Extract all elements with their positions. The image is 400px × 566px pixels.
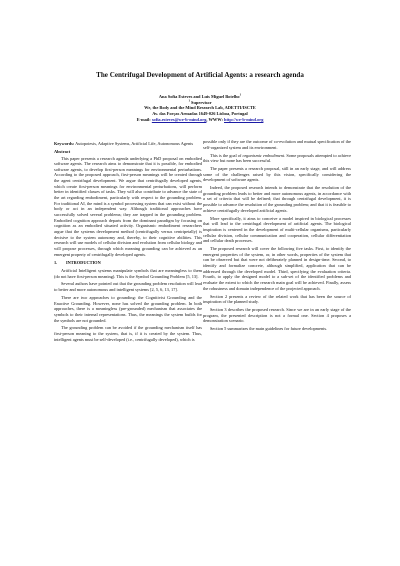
paragraph: The paper presents a research proposal, still in an early stage, and will address some of the challenges raised by this vision, specifically considering the development of software agents. (203, 166, 351, 183)
paragraph-continued: possible only if they are the outcome of co-evolution and mutual specification of the self-organized system and its environment. (203, 139, 351, 150)
email-link[interactable]: sofia.esteves@we-b-mind.org (151, 116, 207, 122)
paragraph-goal: This is the goal of organismic embodiment. Some proposals attempted to achieve this view but none has been successful. (203, 152, 352, 164)
author-names: Ana Sofia Esteves and Luis Miguel Botelho$^1$ (158, 92, 242, 99)
website-link[interactable]: http://we-b-mind.org (224, 116, 264, 122)
paragraph: There are two approaches to grounding: the Cognitivist Grounding and the Enactive Grounding. However, none has solved the grounding problem. In both approaches, there is a meaningless (pre-grounded) mechanism that associates the symbols to their internal representations. Thus, the meanings the system builds for the symbols are not grounded. (54, 294, 202, 323)
contact-line: E-mail: sofia.esteves@we-b-mind.org, WWW: http://we-b-mind.org (136, 116, 264, 122)
paragraph: The grounding problem can be avoided if the grounding mechanism itself has first-person meaning to the system, that is, if it is created by the system. Thus, intelligent agents must be self-developed (i.e., centrifugally developed), which is (54, 325, 202, 342)
paragraph: The proposed research will cover the following five tasks. First, to identify the emergent properties of the system, or, in other words, properties of the system that can be observed but that were not deliberately planned in design-time. Second, to identify and formalize concrete, although simplified, application that can be addressed through the developed model. Third, specifying the evaluation criteria. Fourth, to apply the designed model to a sub-set of the identified problems and evaluate the extent to which the research main goal will be achieved. Finally, assess the robustness and domain independence of the projected approach. (203, 246, 351, 291)
left-column (54, 141, 202, 345)
supervisor-line: $^1$ Supervisor (188, 98, 212, 105)
address: Av. das Forças Armadas 1649-026 Lisboa, Portugal (152, 111, 248, 117)
keywords: Keywords: Autopoiesis, Adaptive Systems, Artificial Life, Autonomous Agents (54, 141, 194, 146)
paper-title: The Centrifugal Development of Artificial Agents: a research agenda (96, 71, 304, 79)
paragraph: More specifically, it aims to conceive a model inspired in biological processes that will lead to the centrifugal development of artificial agents. The biological inspiration is centered in the development of multi-cellular organisms, particularly cellular division, cellular communication and cooperation, cellular differentiation and cellular death processes. (203, 215, 351, 244)
paragraph: Several authors have pointed out that the grounding problem resolution will lead to better and more autonomous and intelligent systems [2, 5, 6, 13, 17]. (54, 281, 202, 293)
research-group: We, the Body and the Mind Research Lab, ADETTI/ISCTE (144, 105, 256, 111)
paragraph: Indeed, the proposed research intends to demonstrate that the resolution of the grounding problem leads to better and more autonomous agents, in accordance with a set of criteria that will be defined; that through centrifugal development, it is possible to advance the resolution of the grounding problem; and that it is feasible to achieve centrifugally developed artificial agents. (203, 185, 351, 213)
paragraph: Artificial Intelligent systems manipulate symbols that are meaningless to them (do not have first-person meaning). This is the Symbol Grounding Problem [5, 13]. (54, 267, 202, 279)
author-block (40, 94, 360, 123)
section-heading-introduction: 1. INTRODUCTION (54, 260, 101, 266)
paragraph: Section 5 summarizes the main guidelines for future developments. (210, 326, 328, 332)
abstract-heading: Abstract (54, 148, 71, 154)
right-column (203, 139, 351, 334)
abstract-text: This paper presents a research agenda underlying a PhD proposal on embodied software agents. The research aims to demonstrate that it is possible, for embodied software agents, to develop first-person meanings for environmental perturbations. According to the proposed approach, first-person meanings will be created through the agent centrifugal development. We argue that centrifugally developed agents, which create first-person meanings for environmental perturbations, will perform better in identified classes of tasks. They will also contribute to advance the state of the art regarding embodiment, particularly with respect to the grounding problem. For traditional AI, the mind is a symbol processing system that can exist without the body or act in an independent way. Although traditional approaches have successfully solved several problems; they are trapped in the grounding problem. Embodied cognition approach departs from the dominant paradigm by focusing on cognition as an embodied situated activity. Organismic embodiment researchers argue that the systems development method (centrifugally versus centripetally) is decisive to the system autonomy and, thereby, to their cognitive abilities. This research will use models of cellular division and evolution from cellular biology and will propose processes, through which meaning grounding can be achieved as an emergent property of centrifugally developed agents. (54, 155, 202, 257)
paragraph: Section 2 presents a review of the related work that has been the source of inspiration of the planned study. (203, 293, 351, 305)
paragraph: Section 3 describes the proposed research. Since we are in an early stage of the program, the presented description is not a formal one. Section 4 proposes a demonstration scenario. (203, 307, 351, 324)
